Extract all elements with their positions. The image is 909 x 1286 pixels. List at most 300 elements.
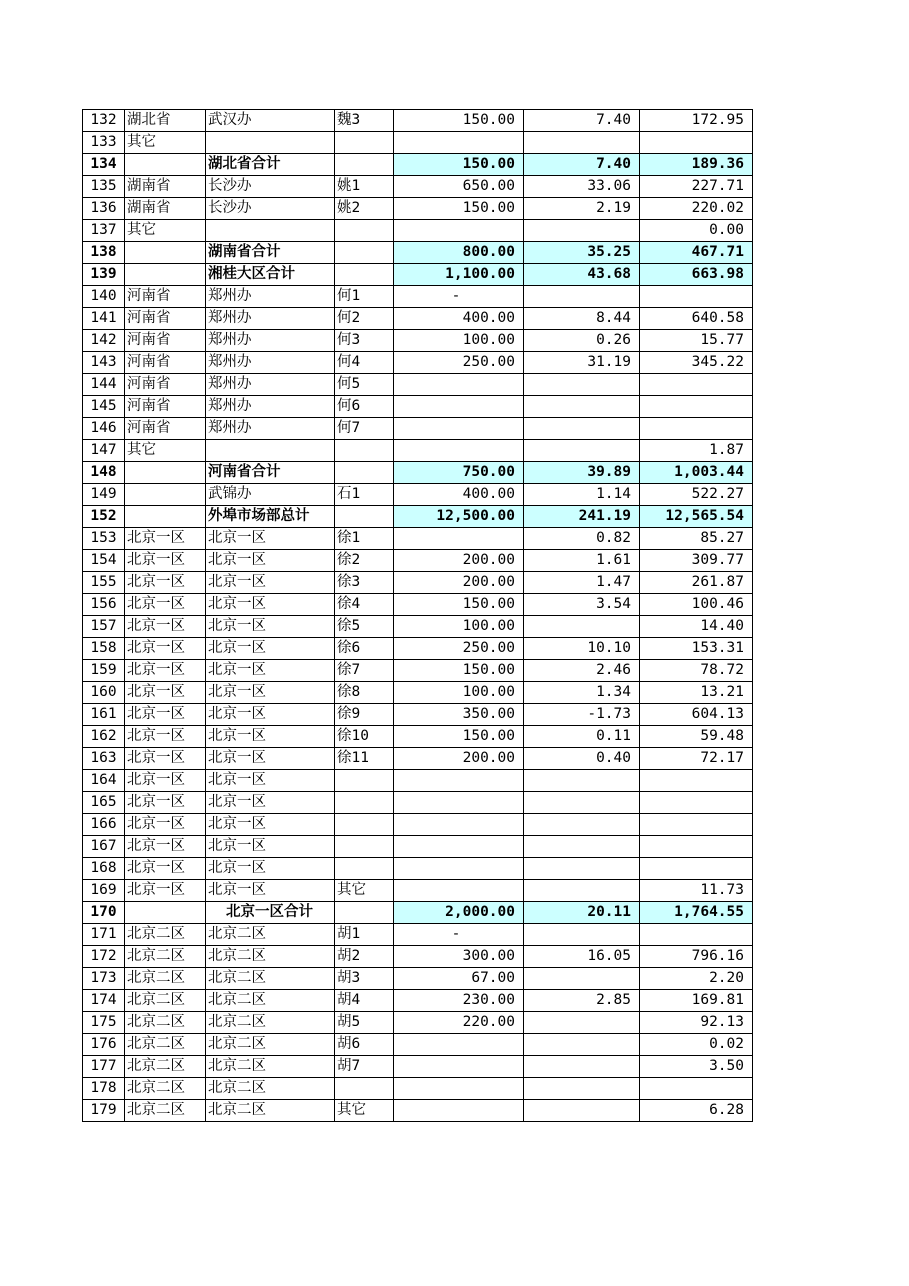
row-number-cell: 137 (83, 220, 125, 242)
expense-cell: 20.11 (524, 902, 640, 924)
actual-cell: 604.13 (640, 704, 753, 726)
salesperson-cell (335, 132, 394, 154)
actual-cell: 3.50 (640, 1056, 753, 1078)
target-cell (394, 1078, 524, 1100)
target-cell: 400.00 (394, 308, 524, 330)
actual-cell: 92.13 (640, 1012, 753, 1034)
actual-cell (640, 792, 753, 814)
office-cell: 北京二区 (206, 1056, 335, 1078)
target-cell: 250.00 (394, 638, 524, 660)
office-cell: 郑州办 (206, 396, 335, 418)
region-cell: 河南省 (125, 418, 206, 440)
target-cell: 200.00 (394, 550, 524, 572)
table-row (83, 1078, 753, 1100)
region-cell: 河南省 (125, 330, 206, 352)
expense-cell: 10.10 (524, 638, 640, 660)
table-row (83, 858, 753, 880)
office-cell: 武汉办 (206, 110, 335, 132)
table-row (83, 440, 753, 462)
expense-cell: 43.68 (524, 264, 640, 286)
office-cell: 北京一区 (206, 770, 335, 792)
row-number-cell: 162 (83, 726, 125, 748)
target-cell: 800.00 (394, 242, 524, 264)
target-cell (394, 528, 524, 550)
actual-cell (640, 924, 753, 946)
target-cell: 2,000.00 (394, 902, 524, 924)
office-cell: 北京一区 (206, 726, 335, 748)
expense-cell (524, 1056, 640, 1078)
row-number-cell: 169 (83, 880, 125, 902)
table-row (83, 968, 753, 990)
actual-cell: 796.16 (640, 946, 753, 968)
target-cell: 400.00 (394, 484, 524, 506)
region-cell: 河南省 (125, 352, 206, 374)
row-number-cell: 164 (83, 770, 125, 792)
subtotal-row (83, 264, 753, 286)
expense-cell: 31.19 (524, 352, 640, 374)
salesperson-cell: 何5 (335, 374, 394, 396)
region-cell: 湖北省 (125, 110, 206, 132)
region-cell: 其它 (125, 220, 206, 242)
office-cell: 郑州办 (206, 330, 335, 352)
subtotal-row (83, 462, 753, 484)
expense-cell: 0.26 (524, 330, 640, 352)
salesperson-cell: 其它 (335, 880, 394, 902)
actual-cell: 640.58 (640, 308, 753, 330)
actual-cell: 15.77 (640, 330, 753, 352)
expense-cell: 0.40 (524, 748, 640, 770)
office-cell (206, 220, 335, 242)
actual-cell: 261.87 (640, 572, 753, 594)
salesperson-cell (335, 506, 394, 528)
target-cell: - (394, 286, 524, 308)
table-row (83, 770, 753, 792)
expense-cell: 35.25 (524, 242, 640, 264)
salesperson-cell: 姚1 (335, 176, 394, 198)
actual-cell (640, 770, 753, 792)
office-cell: 北京一区 (206, 528, 335, 550)
table-row (83, 638, 753, 660)
actual-cell: 169.81 (640, 990, 753, 1012)
salesperson-cell (335, 242, 394, 264)
expense-cell (524, 396, 640, 418)
region-cell: 北京一区 (125, 814, 206, 836)
actual-cell (640, 814, 753, 836)
office-cell: 郑州办 (206, 286, 335, 308)
office-cell: 郑州办 (206, 374, 335, 396)
table-row (83, 1056, 753, 1078)
target-cell: 650.00 (394, 176, 524, 198)
target-cell: 150.00 (394, 198, 524, 220)
table-row (83, 792, 753, 814)
expense-cell: 0.82 (524, 528, 640, 550)
row-number-cell: 149 (83, 484, 125, 506)
target-cell (394, 792, 524, 814)
subtotal-row (83, 902, 753, 924)
office-cell: 郑州办 (206, 352, 335, 374)
target-cell: 250.00 (394, 352, 524, 374)
actual-cell (640, 1078, 753, 1100)
row-number-cell: 145 (83, 396, 125, 418)
target-cell: 1,100.00 (394, 264, 524, 286)
target-cell: 150.00 (394, 154, 524, 176)
expense-cell (524, 1100, 640, 1122)
office-cell: 湖南省合计 (206, 242, 335, 264)
office-cell: 河南省合计 (206, 462, 335, 484)
region-cell: 北京一区 (125, 638, 206, 660)
office-cell: 北京一区 (206, 660, 335, 682)
expense-cell: 2.46 (524, 660, 640, 682)
salesperson-cell (335, 154, 394, 176)
expense-cell (524, 1034, 640, 1056)
table-row (83, 990, 753, 1012)
region-cell: 北京一区 (125, 792, 206, 814)
expense-cell: 1.47 (524, 572, 640, 594)
expense-cell: 7.40 (524, 154, 640, 176)
office-cell: 北京一区 (206, 748, 335, 770)
salesperson-cell: 胡2 (335, 946, 394, 968)
row-number-cell: 152 (83, 506, 125, 528)
actual-cell: 72.17 (640, 748, 753, 770)
office-cell: 北京一区合计 (206, 902, 335, 924)
table-row (83, 1100, 753, 1122)
region-cell: 北京一区 (125, 660, 206, 682)
table-row (83, 704, 753, 726)
salesperson-cell (335, 462, 394, 484)
expense-cell: 7.40 (524, 110, 640, 132)
expense-cell (524, 814, 640, 836)
actual-cell: 2.20 (640, 968, 753, 990)
row-number-cell: 168 (83, 858, 125, 880)
salesperson-cell (335, 264, 394, 286)
salesperson-cell (335, 814, 394, 836)
expense-cell: 16.05 (524, 946, 640, 968)
target-cell: 230.00 (394, 990, 524, 1012)
row-number-cell: 134 (83, 154, 125, 176)
actual-cell: 14.40 (640, 616, 753, 638)
office-cell: 北京一区 (206, 792, 335, 814)
expense-cell: 1.14 (524, 484, 640, 506)
office-cell: 北京一区 (206, 682, 335, 704)
office-cell (206, 440, 335, 462)
expense-cell (524, 440, 640, 462)
region-cell: 北京一区 (125, 770, 206, 792)
subtotal-row (83, 242, 753, 264)
target-cell: 100.00 (394, 682, 524, 704)
row-number-cell: 172 (83, 946, 125, 968)
region-cell: 北京一区 (125, 748, 206, 770)
row-number-cell: 161 (83, 704, 125, 726)
actual-cell: 1.87 (640, 440, 753, 462)
expense-cell (524, 418, 640, 440)
expense-cell (524, 792, 640, 814)
region-cell: 北京二区 (125, 968, 206, 990)
salesperson-cell: 何1 (335, 286, 394, 308)
salesperson-cell: 胡3 (335, 968, 394, 990)
expense-cell: 3.54 (524, 594, 640, 616)
table-row (83, 330, 753, 352)
expense-cell: 33.06 (524, 176, 640, 198)
expense-cell (524, 770, 640, 792)
sales-table (82, 109, 753, 1122)
office-cell: 北京二区 (206, 1100, 335, 1122)
target-cell (394, 440, 524, 462)
region-cell: 北京二区 (125, 924, 206, 946)
row-number-cell: 135 (83, 176, 125, 198)
actual-cell: 172.95 (640, 110, 753, 132)
row-number-cell: 136 (83, 198, 125, 220)
row-number-cell: 177 (83, 1056, 125, 1078)
office-cell: 北京一区 (206, 814, 335, 836)
row-number-cell: 143 (83, 352, 125, 374)
office-cell: 北京一区 (206, 572, 335, 594)
actual-cell: 11.73 (640, 880, 753, 902)
row-number-cell: 133 (83, 132, 125, 154)
office-cell: 北京一区 (206, 594, 335, 616)
actual-cell: 345.22 (640, 352, 753, 374)
office-cell: 北京二区 (206, 946, 335, 968)
target-cell: 100.00 (394, 616, 524, 638)
table-row (83, 528, 753, 550)
table-row (83, 660, 753, 682)
table-row (83, 1012, 753, 1034)
office-cell: 北京一区 (206, 550, 335, 572)
row-number-cell: 163 (83, 748, 125, 770)
row-number-cell: 138 (83, 242, 125, 264)
salesperson-cell: 徐2 (335, 550, 394, 572)
row-number-cell: 155 (83, 572, 125, 594)
table-row (83, 198, 753, 220)
office-cell: 北京二区 (206, 1034, 335, 1056)
office-cell: 北京二区 (206, 1078, 335, 1100)
table-row (83, 616, 753, 638)
table-row (83, 550, 753, 572)
salesperson-cell (335, 1078, 394, 1100)
region-cell (125, 264, 206, 286)
salesperson-cell: 何4 (335, 352, 394, 374)
table-row (83, 572, 753, 594)
salesperson-cell: 胡7 (335, 1056, 394, 1078)
office-cell: 北京一区 (206, 836, 335, 858)
salesperson-cell: 姚2 (335, 198, 394, 220)
expense-cell: -1.73 (524, 704, 640, 726)
office-cell: 郑州办 (206, 308, 335, 330)
target-cell: 150.00 (394, 110, 524, 132)
table-row (83, 418, 753, 440)
region-cell: 北京一区 (125, 858, 206, 880)
target-cell (394, 770, 524, 792)
target-cell: 150.00 (394, 594, 524, 616)
office-cell: 湖北省合计 (206, 154, 335, 176)
expense-cell (524, 858, 640, 880)
target-cell: 750.00 (394, 462, 524, 484)
salesperson-cell: 魏3 (335, 110, 394, 132)
target-cell: 200.00 (394, 572, 524, 594)
salesperson-cell: 胡6 (335, 1034, 394, 1056)
actual-cell: 220.02 (640, 198, 753, 220)
expense-cell (524, 1078, 640, 1100)
row-number-cell: 160 (83, 682, 125, 704)
table-row (83, 748, 753, 770)
target-cell (394, 220, 524, 242)
expense-cell (524, 220, 640, 242)
row-number-cell: 141 (83, 308, 125, 330)
row-number-cell: 132 (83, 110, 125, 132)
row-number-cell: 179 (83, 1100, 125, 1122)
row-number-cell: 175 (83, 1012, 125, 1034)
target-cell (394, 880, 524, 902)
salesperson-cell: 何7 (335, 418, 394, 440)
salesperson-cell: 徐1 (335, 528, 394, 550)
actual-cell (640, 836, 753, 858)
row-number-cell: 158 (83, 638, 125, 660)
expense-cell (524, 286, 640, 308)
region-cell: 河南省 (125, 286, 206, 308)
target-cell: 300.00 (394, 946, 524, 968)
salesperson-cell (335, 858, 394, 880)
table-row (83, 484, 753, 506)
row-number-cell: 148 (83, 462, 125, 484)
salesperson-cell: 石1 (335, 484, 394, 506)
actual-cell (640, 132, 753, 154)
region-cell (125, 902, 206, 924)
expense-cell (524, 374, 640, 396)
table-row (83, 352, 753, 374)
table-row (83, 682, 753, 704)
target-cell (394, 858, 524, 880)
office-cell: 北京二区 (206, 1012, 335, 1034)
table-row (83, 594, 753, 616)
table-row (83, 176, 753, 198)
region-cell: 其它 (125, 132, 206, 154)
actual-cell: 1,764.55 (640, 902, 753, 924)
table-row (83, 836, 753, 858)
region-cell: 湖南省 (125, 198, 206, 220)
expense-cell (524, 836, 640, 858)
target-cell (394, 814, 524, 836)
expense-cell (524, 968, 640, 990)
office-cell: 北京二区 (206, 990, 335, 1012)
table-row (83, 374, 753, 396)
actual-cell (640, 858, 753, 880)
expense-cell: 0.11 (524, 726, 640, 748)
actual-cell (640, 418, 753, 440)
actual-cell: 100.46 (640, 594, 753, 616)
actual-cell: 12,565.54 (640, 506, 753, 528)
actual-cell: 85.27 (640, 528, 753, 550)
row-number-cell: 156 (83, 594, 125, 616)
target-cell (394, 418, 524, 440)
target-cell (394, 836, 524, 858)
table-row (83, 1034, 753, 1056)
expense-cell: 8.44 (524, 308, 640, 330)
salesperson-cell: 徐4 (335, 594, 394, 616)
salesperson-cell: 徐11 (335, 748, 394, 770)
expense-cell (524, 616, 640, 638)
region-cell: 北京一区 (125, 836, 206, 858)
row-number-cell: 176 (83, 1034, 125, 1056)
table-row (83, 880, 753, 902)
office-cell: 北京一区 (206, 880, 335, 902)
expense-cell: 1.34 (524, 682, 640, 704)
actual-cell (640, 396, 753, 418)
target-cell: 150.00 (394, 726, 524, 748)
actual-cell: 13.21 (640, 682, 753, 704)
salesperson-cell: 徐8 (335, 682, 394, 704)
row-number-cell: 178 (83, 1078, 125, 1100)
region-cell (125, 462, 206, 484)
region-cell: 北京二区 (125, 990, 206, 1012)
region-cell: 北京一区 (125, 594, 206, 616)
expense-cell: 241.19 (524, 506, 640, 528)
salesperson-cell (335, 440, 394, 462)
row-number-cell: 165 (83, 792, 125, 814)
salesperson-cell: 何3 (335, 330, 394, 352)
row-number-cell: 140 (83, 286, 125, 308)
region-cell: 北京一区 (125, 880, 206, 902)
office-cell: 武锦办 (206, 484, 335, 506)
salesperson-cell: 胡4 (335, 990, 394, 1012)
salesperson-cell: 胡5 (335, 1012, 394, 1034)
region-cell: 北京一区 (125, 528, 206, 550)
actual-cell: 78.72 (640, 660, 753, 682)
actual-cell: 189.36 (640, 154, 753, 176)
row-number-cell: 173 (83, 968, 125, 990)
subtotal-row (83, 154, 753, 176)
region-cell: 北京一区 (125, 572, 206, 594)
office-cell: 北京一区 (206, 858, 335, 880)
region-cell (125, 154, 206, 176)
target-cell: 220.00 (394, 1012, 524, 1034)
row-number-cell: 157 (83, 616, 125, 638)
office-cell: 北京二区 (206, 968, 335, 990)
target-cell (394, 1056, 524, 1078)
region-cell: 河南省 (125, 396, 206, 418)
salesperson-cell (335, 770, 394, 792)
row-number-cell: 167 (83, 836, 125, 858)
row-number-cell: 144 (83, 374, 125, 396)
actual-cell: 663.98 (640, 264, 753, 286)
region-cell: 北京二区 (125, 1100, 206, 1122)
salesperson-cell: 其它 (335, 1100, 394, 1122)
salesperson-cell (335, 792, 394, 814)
table-row (83, 220, 753, 242)
actual-cell: 153.31 (640, 638, 753, 660)
actual-cell: 309.77 (640, 550, 753, 572)
region-cell: 北京二区 (125, 1034, 206, 1056)
office-cell: 北京一区 (206, 704, 335, 726)
office-cell: 长沙办 (206, 198, 335, 220)
table-row (83, 286, 753, 308)
region-cell: 湖南省 (125, 176, 206, 198)
office-cell (206, 132, 335, 154)
region-cell: 北京一区 (125, 682, 206, 704)
row-number-cell: 142 (83, 330, 125, 352)
actual-cell: 227.71 (640, 176, 753, 198)
table-row (83, 132, 753, 154)
actual-cell: 467.71 (640, 242, 753, 264)
actual-cell: 1,003.44 (640, 462, 753, 484)
region-cell (125, 484, 206, 506)
office-cell: 郑州办 (206, 418, 335, 440)
actual-cell: 59.48 (640, 726, 753, 748)
office-cell: 北京二区 (206, 924, 335, 946)
salesperson-cell: 徐10 (335, 726, 394, 748)
office-cell: 长沙办 (206, 176, 335, 198)
expense-cell (524, 132, 640, 154)
salesperson-cell: 徐9 (335, 704, 394, 726)
salesperson-cell: 何2 (335, 308, 394, 330)
